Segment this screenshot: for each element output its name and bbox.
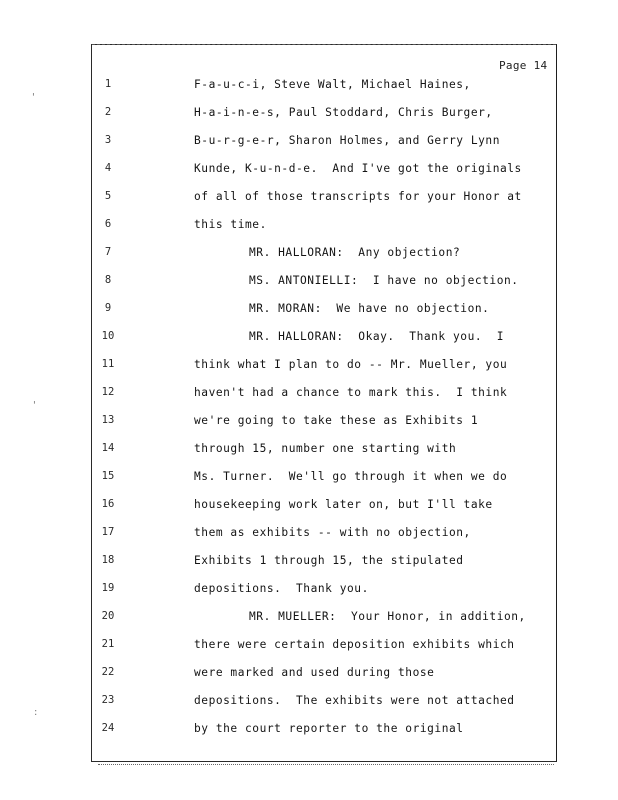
line-text: of all of those transcripts for your Honor at [194, 190, 522, 203]
line-number: 12 [101, 386, 115, 398]
line-text: through 15, number one starting with [194, 442, 457, 455]
line-text: MS. ANTONIELLI: I have no objection. [249, 274, 519, 287]
line-text: MR. HALLORAN: Okay. Thank you. I [249, 330, 504, 343]
line-text: them as exhibits -- with no objection, [194, 526, 471, 539]
line-number: 11 [101, 358, 115, 370]
transcript-line [0, 162, 618, 182]
transcript-line [0, 78, 618, 98]
transcript-line [0, 582, 618, 602]
line-number: 1 [104, 78, 112, 90]
line-text: F-a-u-c-i, Steve Walt, Michael Haines, [194, 78, 471, 91]
line-number: 22 [101, 666, 115, 678]
line-number: 8 [104, 274, 112, 286]
transcript-line [0, 330, 618, 350]
transcript-line [0, 246, 618, 266]
scan-noise-bottom [98, 764, 554, 767]
line-text: Ms. Turner. We'll go through it when we do [194, 470, 508, 483]
line-text: depositions. Thank you. [194, 582, 369, 595]
line-number: 2 [104, 106, 112, 118]
page-number: Page 14 [499, 59, 548, 72]
line-number: 17 [101, 526, 115, 538]
line-text: think what I plan to do -- Mr. Mueller, you [194, 358, 508, 371]
line-number: 13 [101, 414, 115, 426]
margin-mark: ' [32, 92, 35, 103]
transcript-line [0, 554, 618, 574]
transcript-line [0, 526, 618, 546]
transcript-line [0, 134, 618, 154]
transcript-line [0, 218, 618, 238]
line-text: B-u-r-g-e-r, Sharon Holmes, and Gerry Lynn [194, 134, 500, 147]
line-number: 23 [101, 694, 115, 706]
line-number: 5 [104, 190, 112, 202]
line-text: this time. [194, 218, 267, 231]
transcript-line [0, 610, 618, 630]
line-text: Exhibits 1 through 15, the stipulated [194, 554, 464, 567]
transcript-line [0, 106, 618, 126]
line-number: 14 [101, 442, 115, 454]
line-text: by the court reporter to the original [194, 722, 464, 735]
transcript-line [0, 470, 618, 490]
margin-mark: : [34, 707, 38, 718]
line-text: we're going to take these as Exhibits 1 [194, 414, 479, 427]
transcript-line [0, 190, 618, 210]
transcript-line [0, 302, 618, 322]
transcript-line [0, 442, 618, 462]
transcript-line [0, 638, 618, 658]
transcript-line [0, 386, 618, 406]
line-number: 24 [101, 722, 115, 734]
line-number: 9 [104, 302, 112, 314]
transcript-line [0, 274, 618, 294]
scan-noise-top [92, 44, 556, 47]
line-text: there were certain deposition exhibits which [194, 638, 515, 651]
margin-mark: ' [33, 400, 36, 411]
line-text: Kunde, K-u-n-d-e. And I've got the originals [194, 162, 522, 175]
line-number: 19 [101, 582, 115, 594]
line-number: 20 [101, 610, 115, 622]
transcript-line [0, 358, 618, 378]
line-number: 3 [104, 134, 112, 146]
line-text: haven't had a chance to mark this. I think [194, 386, 508, 399]
line-text: housekeeping work later on, but I'll take [194, 498, 493, 511]
line-text: MR. HALLORAN: Any objection? [249, 246, 461, 259]
line-text: depositions. The exhibits were not attached [194, 694, 515, 707]
transcript-line [0, 498, 618, 518]
line-number: 16 [101, 498, 115, 510]
line-number: 4 [104, 162, 112, 174]
line-number: 10 [101, 330, 115, 342]
line-number: 7 [104, 246, 112, 258]
line-number: 15 [101, 470, 115, 482]
transcript-line [0, 694, 618, 714]
line-number: 6 [104, 218, 112, 230]
transcript-line [0, 414, 618, 434]
line-number: 21 [101, 638, 115, 650]
line-text: MR. MUELLER: Your Honor, in addition, [249, 610, 526, 623]
line-text: H-a-i-n-e-s, Paul Stoddard, Chris Burger, [194, 106, 493, 119]
transcript-line [0, 666, 618, 686]
transcript-line [0, 722, 618, 742]
line-text: MR. MORAN: We have no objection. [249, 302, 490, 315]
line-number: 18 [101, 554, 115, 566]
line-text: were marked and used during those [194, 666, 435, 679]
